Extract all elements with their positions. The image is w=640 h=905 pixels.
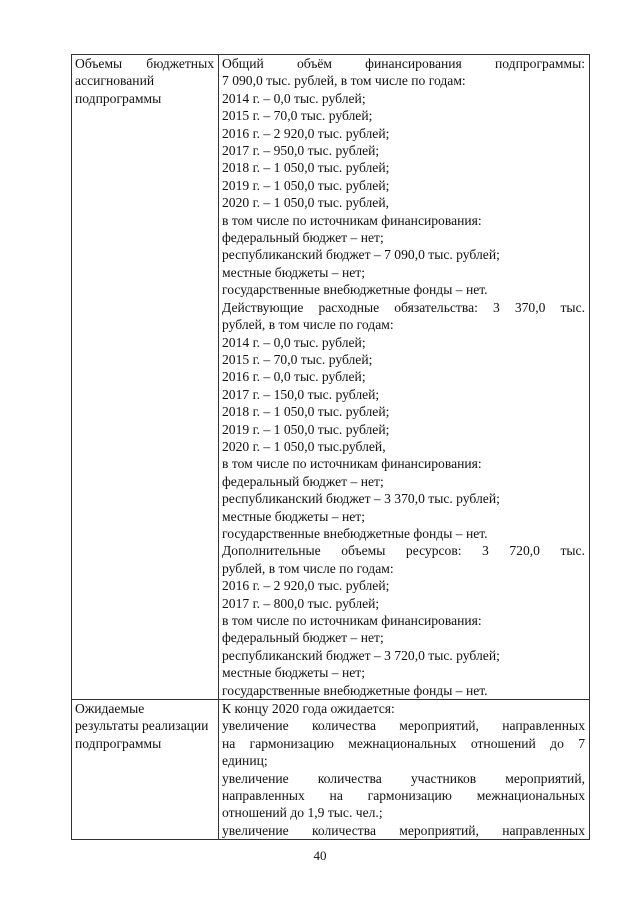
content-line: К концу 2020 года ожидается: (222, 701, 395, 717)
content-line: Действующие расходные обязательства: 3 370,0 тыс. (222, 299, 585, 315)
table-row-budget (72, 55, 590, 700)
content-line: 2018 г. – 1 050,0 тыс. рублей; (222, 404, 390, 420)
content-line: увеличение количества мероприятий, направленных (222, 822, 585, 838)
content-line: увеличение количества участников мероприятий, (222, 770, 585, 786)
content-line: в том числе по источникам финансирования: (222, 456, 482, 472)
content-line: 2017 г. – 950,0 тыс. рублей; (222, 143, 380, 159)
label-line: Объемы бюджетных (75, 56, 214, 71)
content-line: Дополнительные объемы ресурсов: 3 720,0 тыс. (222, 543, 585, 559)
content-line: 2015 г. – 70,0 тыс. рублей; (222, 351, 373, 367)
row-content-budget (219, 55, 590, 700)
content-line: федеральный бюджет – нет; (222, 630, 384, 646)
content-line: в том числе по источникам финансирования: (222, 613, 482, 628)
content-line: республиканский бюджет – 3 370,0 тыс. рублей; (222, 491, 500, 507)
content-line: в том числе по источникам финансирования: (222, 212, 482, 228)
content-line: 2014 г. – 0,0 тыс. рублей; (222, 334, 366, 350)
content-line: увеличение количества мероприятий, направленных (222, 718, 585, 734)
content-line: направленных на гармонизацию межнациональных (222, 788, 585, 804)
row-label-budget (72, 55, 219, 700)
content-line: 2017 г. – 150,0 тыс. рублей; (222, 386, 380, 402)
content-line: единиц; (222, 753, 268, 769)
label-line: ассигнований (75, 73, 155, 89)
content-line: отношений до 1,9 тыс. чел.; (222, 805, 383, 821)
content-line: 2018 г. – 1 050,0 тыс. рублей; (222, 160, 390, 176)
content-line: республиканский бюджет – 7 090,0 тыс. рублей; (222, 247, 500, 263)
label-line: результаты реализации (75, 718, 209, 734)
content-line: 2020 г. – 1 050,0 тыс. рублей, (222, 195, 390, 211)
content-line: рублей, в том числе по годам: (222, 560, 394, 576)
content-line: федеральный бюджет – нет; (222, 230, 384, 246)
content-line: местные бюджеты – нет; (222, 508, 366, 524)
content-line: 2019 г. – 1 050,0 тыс. рублей; (222, 421, 390, 437)
content-line: 2015 г. – 70,0 тыс. рублей; (222, 108, 373, 124)
content-line: 7 090,0 тыс. рублей, в том числе по годам: (222, 73, 466, 89)
content-line: Общий объём финансирования подпрограммы: (222, 56, 585, 71)
label-line: подпрограммы (75, 735, 162, 751)
content-line: 2016 г. – 0,0 тыс. рублей; (222, 369, 366, 385)
content-line: местные бюджеты – нет; (222, 665, 366, 681)
content-line: республиканский бюджет – 3 720,0 тыс. рублей; (222, 647, 500, 663)
table-row-results (72, 700, 590, 840)
content-line: рублей, в том числе по годам: (222, 317, 394, 333)
content-line: 2014 г. – 0,0 тыс. рублей; (222, 90, 366, 106)
content-line: государственные внебюджетные фонды – нет. (222, 682, 488, 698)
content-line: на гармонизацию межнациональных отношений до 7 (222, 735, 585, 751)
content-line: 2016 г. – 2 920,0 тыс. рублей; (222, 578, 390, 594)
content-line: 2019 г. – 1 050,0 тыс. рублей; (222, 177, 390, 193)
content-line: местные бюджеты – нет; (222, 264, 366, 280)
content-line: федеральный бюджет – нет; (222, 473, 384, 489)
content-line: 2020 г. – 1 050,0 тыс.рублей, (222, 438, 386, 454)
content-line: государственные внебюджетные фонды – нет. (222, 282, 488, 298)
page-number: 40 (313, 848, 327, 863)
label-line: Ожидаемые (75, 701, 145, 717)
row-label-results (72, 700, 219, 840)
row-content-results (219, 700, 590, 840)
content-line: 2016 г. – 2 920,0 тыс. рублей; (222, 125, 390, 141)
content-line: государственные внебюджетные фонды – нет. (222, 525, 488, 541)
subprogram-passport-table (71, 54, 590, 840)
content-line: 2017 г. – 800,0 тыс. рублей; (222, 595, 380, 611)
label-line: подпрограммы (75, 90, 162, 106)
